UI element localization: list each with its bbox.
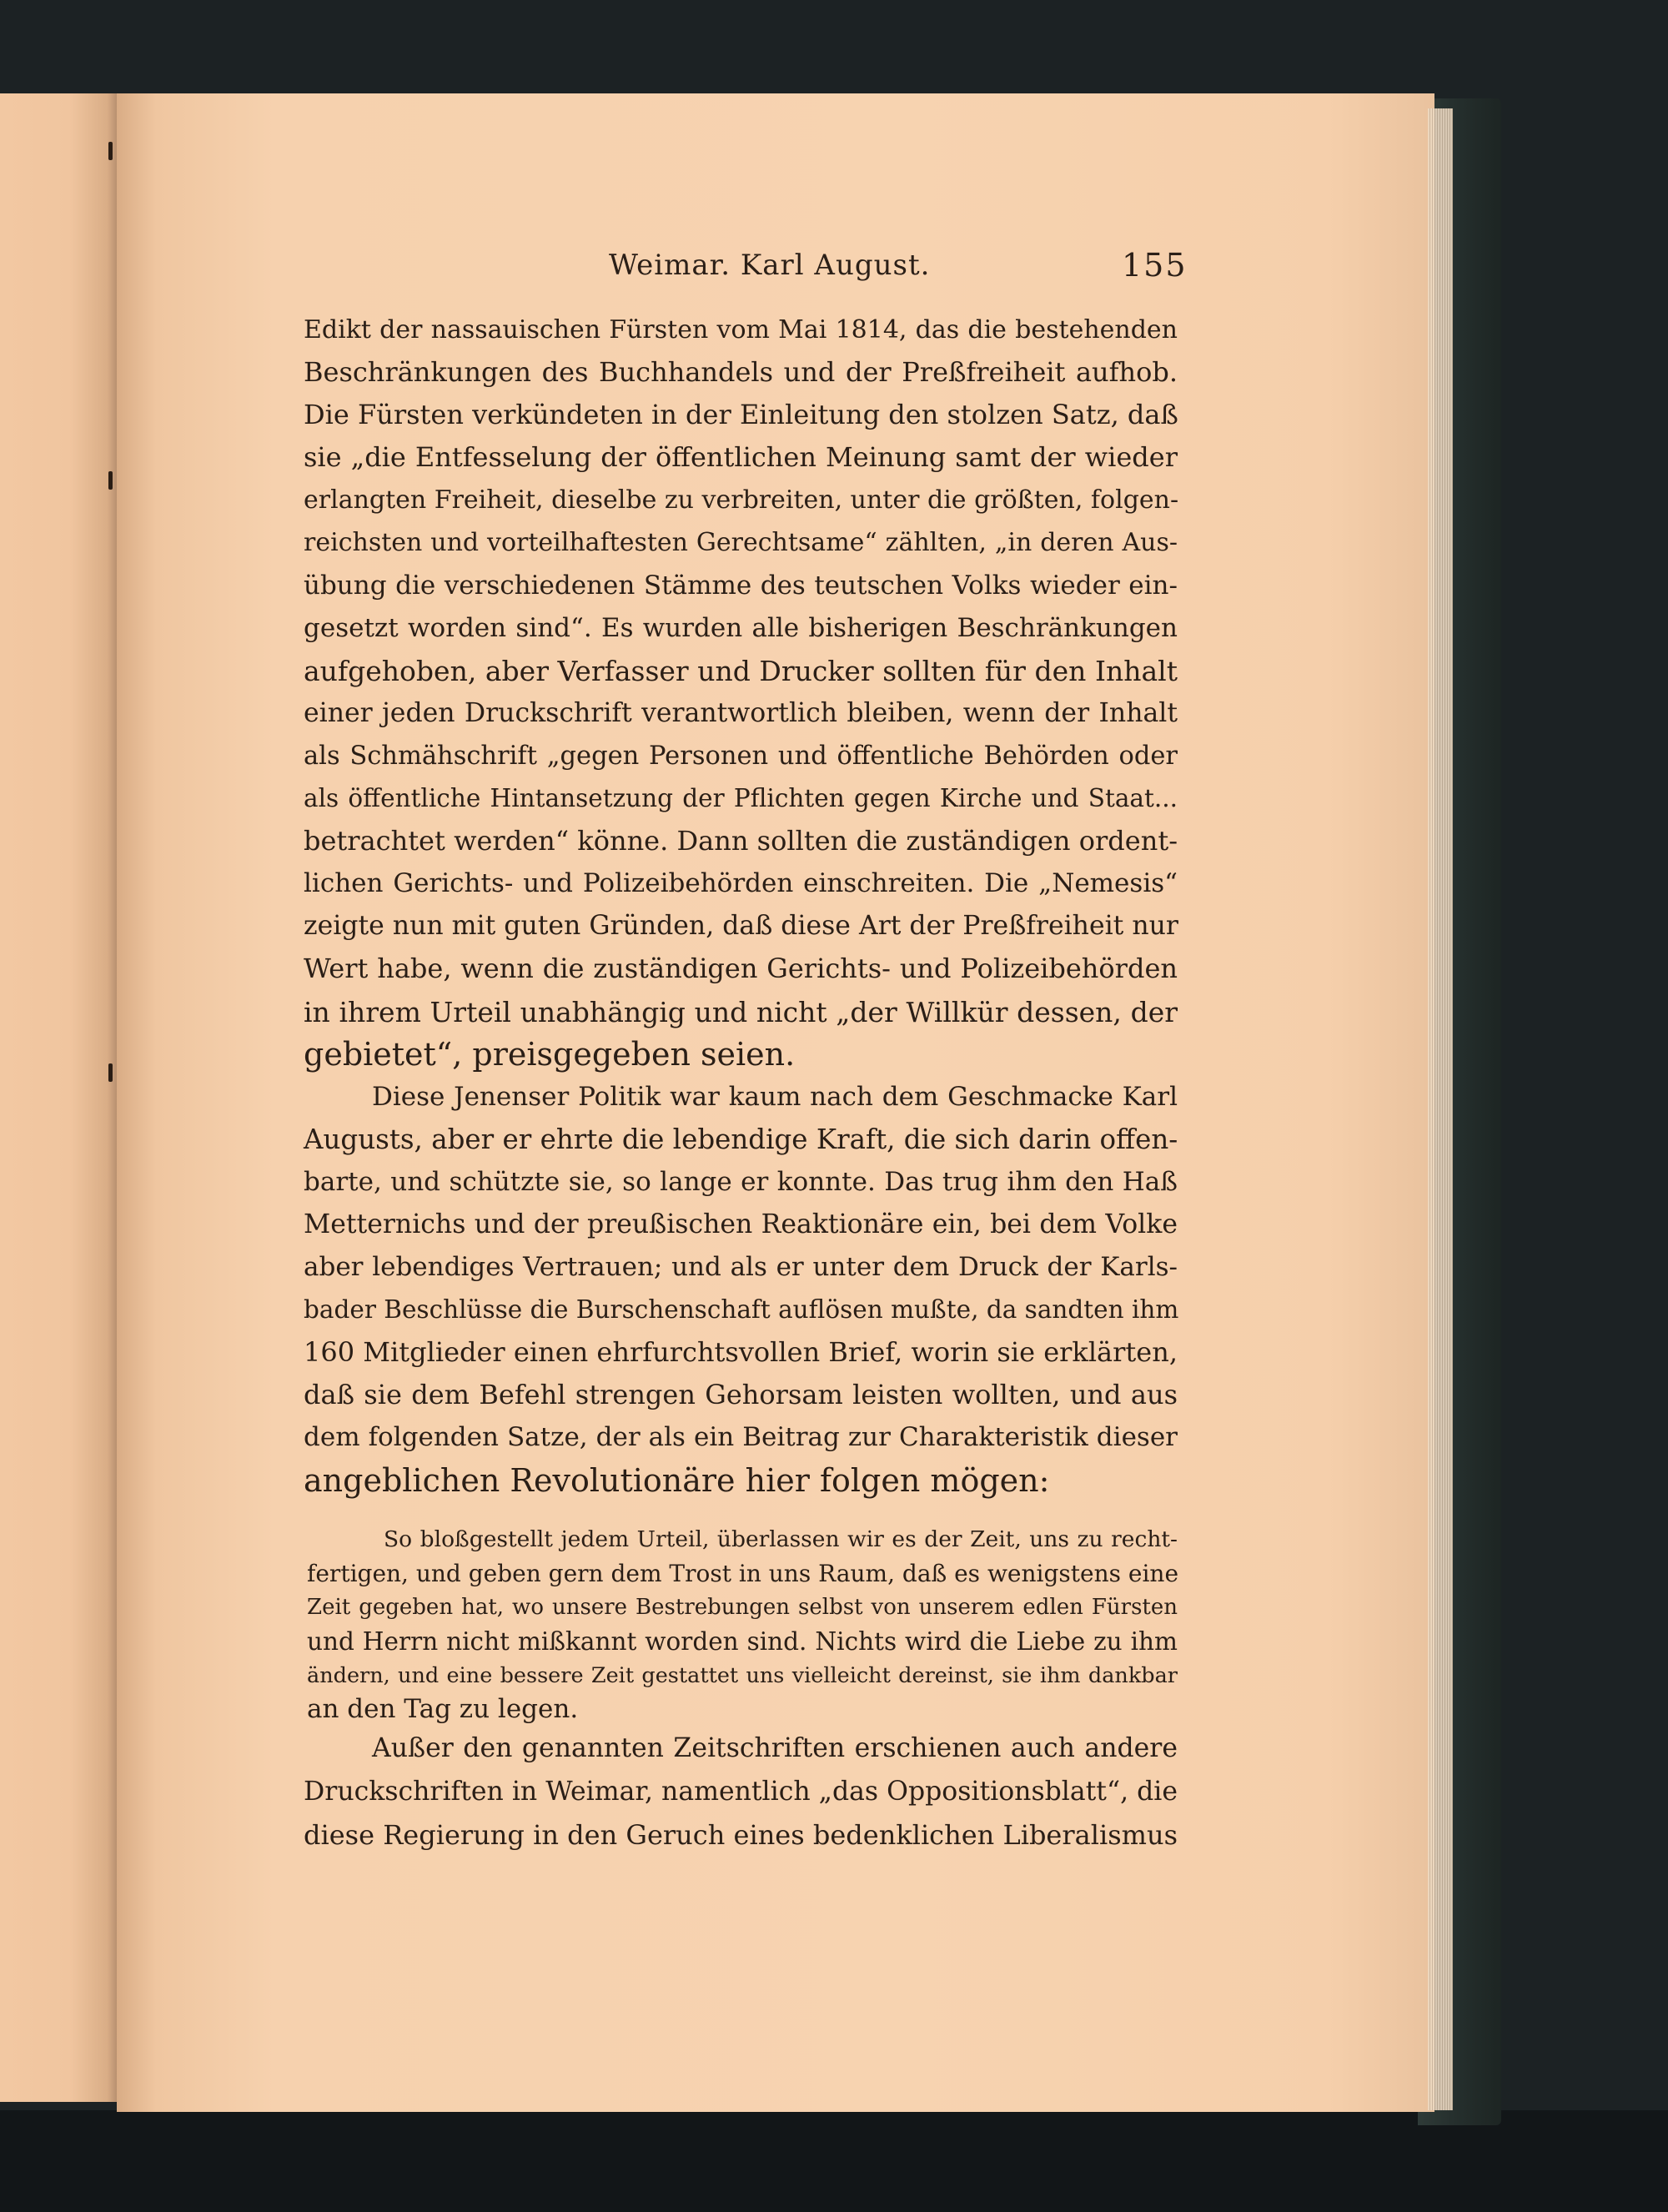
text-line: angeblichen Revolutionäre hier folgen mögen: [304,1461,1050,1499]
quote-line: an den Tag zu legen. [307,1694,579,1725]
gutter-mark [108,471,113,490]
text-line: übung die verschiedenen Stämme des teutschen Volks wieder ein- [304,570,1178,601]
text-line: 160 Mitglieder einen ehrfurchtsvollen Brief, worin sie erklärten, [304,1336,1178,1369]
text-line: gebietet“, preisgegeben seien. [304,1035,796,1073]
text-line: Metternichs und der preußischen Reaktionäre ein, bei dem Volke [304,1209,1178,1239]
left-page-edge [0,93,117,2102]
running-head: Weimar. Karl August. [609,249,931,282]
quote-line: ändern, und eine bessere Zeit gestattet uns vielleicht dereinst, sie ihm dankbar [307,1662,1178,1688]
quote-line: fertigen, und geben gern dem Trost in uns Raum, daß es wenigstens eine [307,1559,1179,1587]
page-number: 155 [1122,247,1188,284]
quote-line: So bloßgestellt jedem Urteil, überlassen wir es der Zeit, uns zu recht- [384,1526,1178,1552]
text-line: als öffentliche Hintansetzung der Pflichten gegen Kirche und Staat... [304,784,1178,813]
closing-paragraph [304,1727,1178,1857]
text-line: zeigte nun mit guten Gründen, daß diese Art der Preßfreiheit nur [304,911,1178,942]
text-line: diese Regierung in den Geruch eines bedenklichen Liberalismus [304,1819,1178,1851]
text-line: daß sie dem Befehl strengen Gehorsam leisten wollten, und aus [304,1379,1178,1411]
text-line: in ihrem Urteil unabhängig und nicht „der Willkür dessen, der [304,995,1178,1028]
gutter-mark [108,1063,113,1082]
block-quote [307,1523,1178,1727]
text-line: bader Beschlüsse die Burschenschaft auflösen mußte, da sandten ihm [304,1295,1179,1325]
text-line: barte, und schützte sie, so lange er konnte. Das trug ihm den Haß [304,1166,1178,1197]
text-line: Beschränkungen des Buchhandels und der Preßfreiheit aufhob. [304,356,1178,389]
text-line: aufgehoben, aber Verfasser und Drucker sollten für den Inhalt [304,654,1178,687]
quote-line: und Herrn nicht mißkannt worden sind. Nichts wird die Liebe zu ihm [307,1627,1178,1656]
text-line: Die Fürsten verkündeten in der Einleitung den stolzen Satz, daß [304,399,1178,431]
text-line: einer jeden Druckschrift verantwortlich bleiben, wenn der Inhalt [304,697,1178,728]
background-table [0,2110,1668,2212]
text-line: erlangten Freiheit, dieselbe zu verbreiten, unter die größten, folgen- [304,485,1179,515]
text-line: Außer den genannten Zeitschriften erschienen auch andere [372,1733,1178,1763]
body-text [304,309,1178,1502]
text-line: Wert habe, wenn die zuständigen Gerichts- und Polizeibehörden [304,953,1178,985]
text-line: betrachtet werden“ könne. Dann sollten die zuständigen ordent- [304,825,1178,857]
text-line: dem folgenden Satze, der als ein Beitrag zur Charakteristik dieser [304,1422,1178,1453]
text-line: gesetzt worden sind“. Es wurden alle bisherigen Beschränkungen [304,612,1178,643]
text-line: Druckschriften in Weimar, namentlich „das Oppositionsblatt“, die [304,1777,1178,1807]
text-line: aber lebendiges Vertrauen; und als er unter dem Druck der Karls- [304,1252,1178,1283]
text-line: Edikt der nassauischen Fürsten vom Mai 1814, das die bestehenden [304,315,1178,344]
text-line: reichsten und vorteilhaftesten Gerechtsame“ zählten, „in deren Aus- [304,528,1178,558]
text-line: als Schmähschrift „gegen Personen und öffentliche Behörden oder [304,741,1178,771]
text-line: lichen Gerichts- und Polizeibehörden einschreiten. Die „Nemesis“ [304,868,1178,899]
text-line: Diese Jenenser Politik war kaum nach dem Geschmacke Karl [372,1081,1178,1112]
page-block-edges [1428,108,1453,2110]
quote-line: Zeit gegeben hat, wo unsere Bestrebungen selbst von unserem edlen Fürsten [307,1595,1178,1621]
text-line: Augusts, aber er ehrte die lebendige Kraft, die sich darin offen- [304,1123,1178,1155]
text-line: sie „die Entfesselung der öffentlichen Meinung samt der wieder [304,441,1178,474]
gutter-mark [108,142,113,160]
